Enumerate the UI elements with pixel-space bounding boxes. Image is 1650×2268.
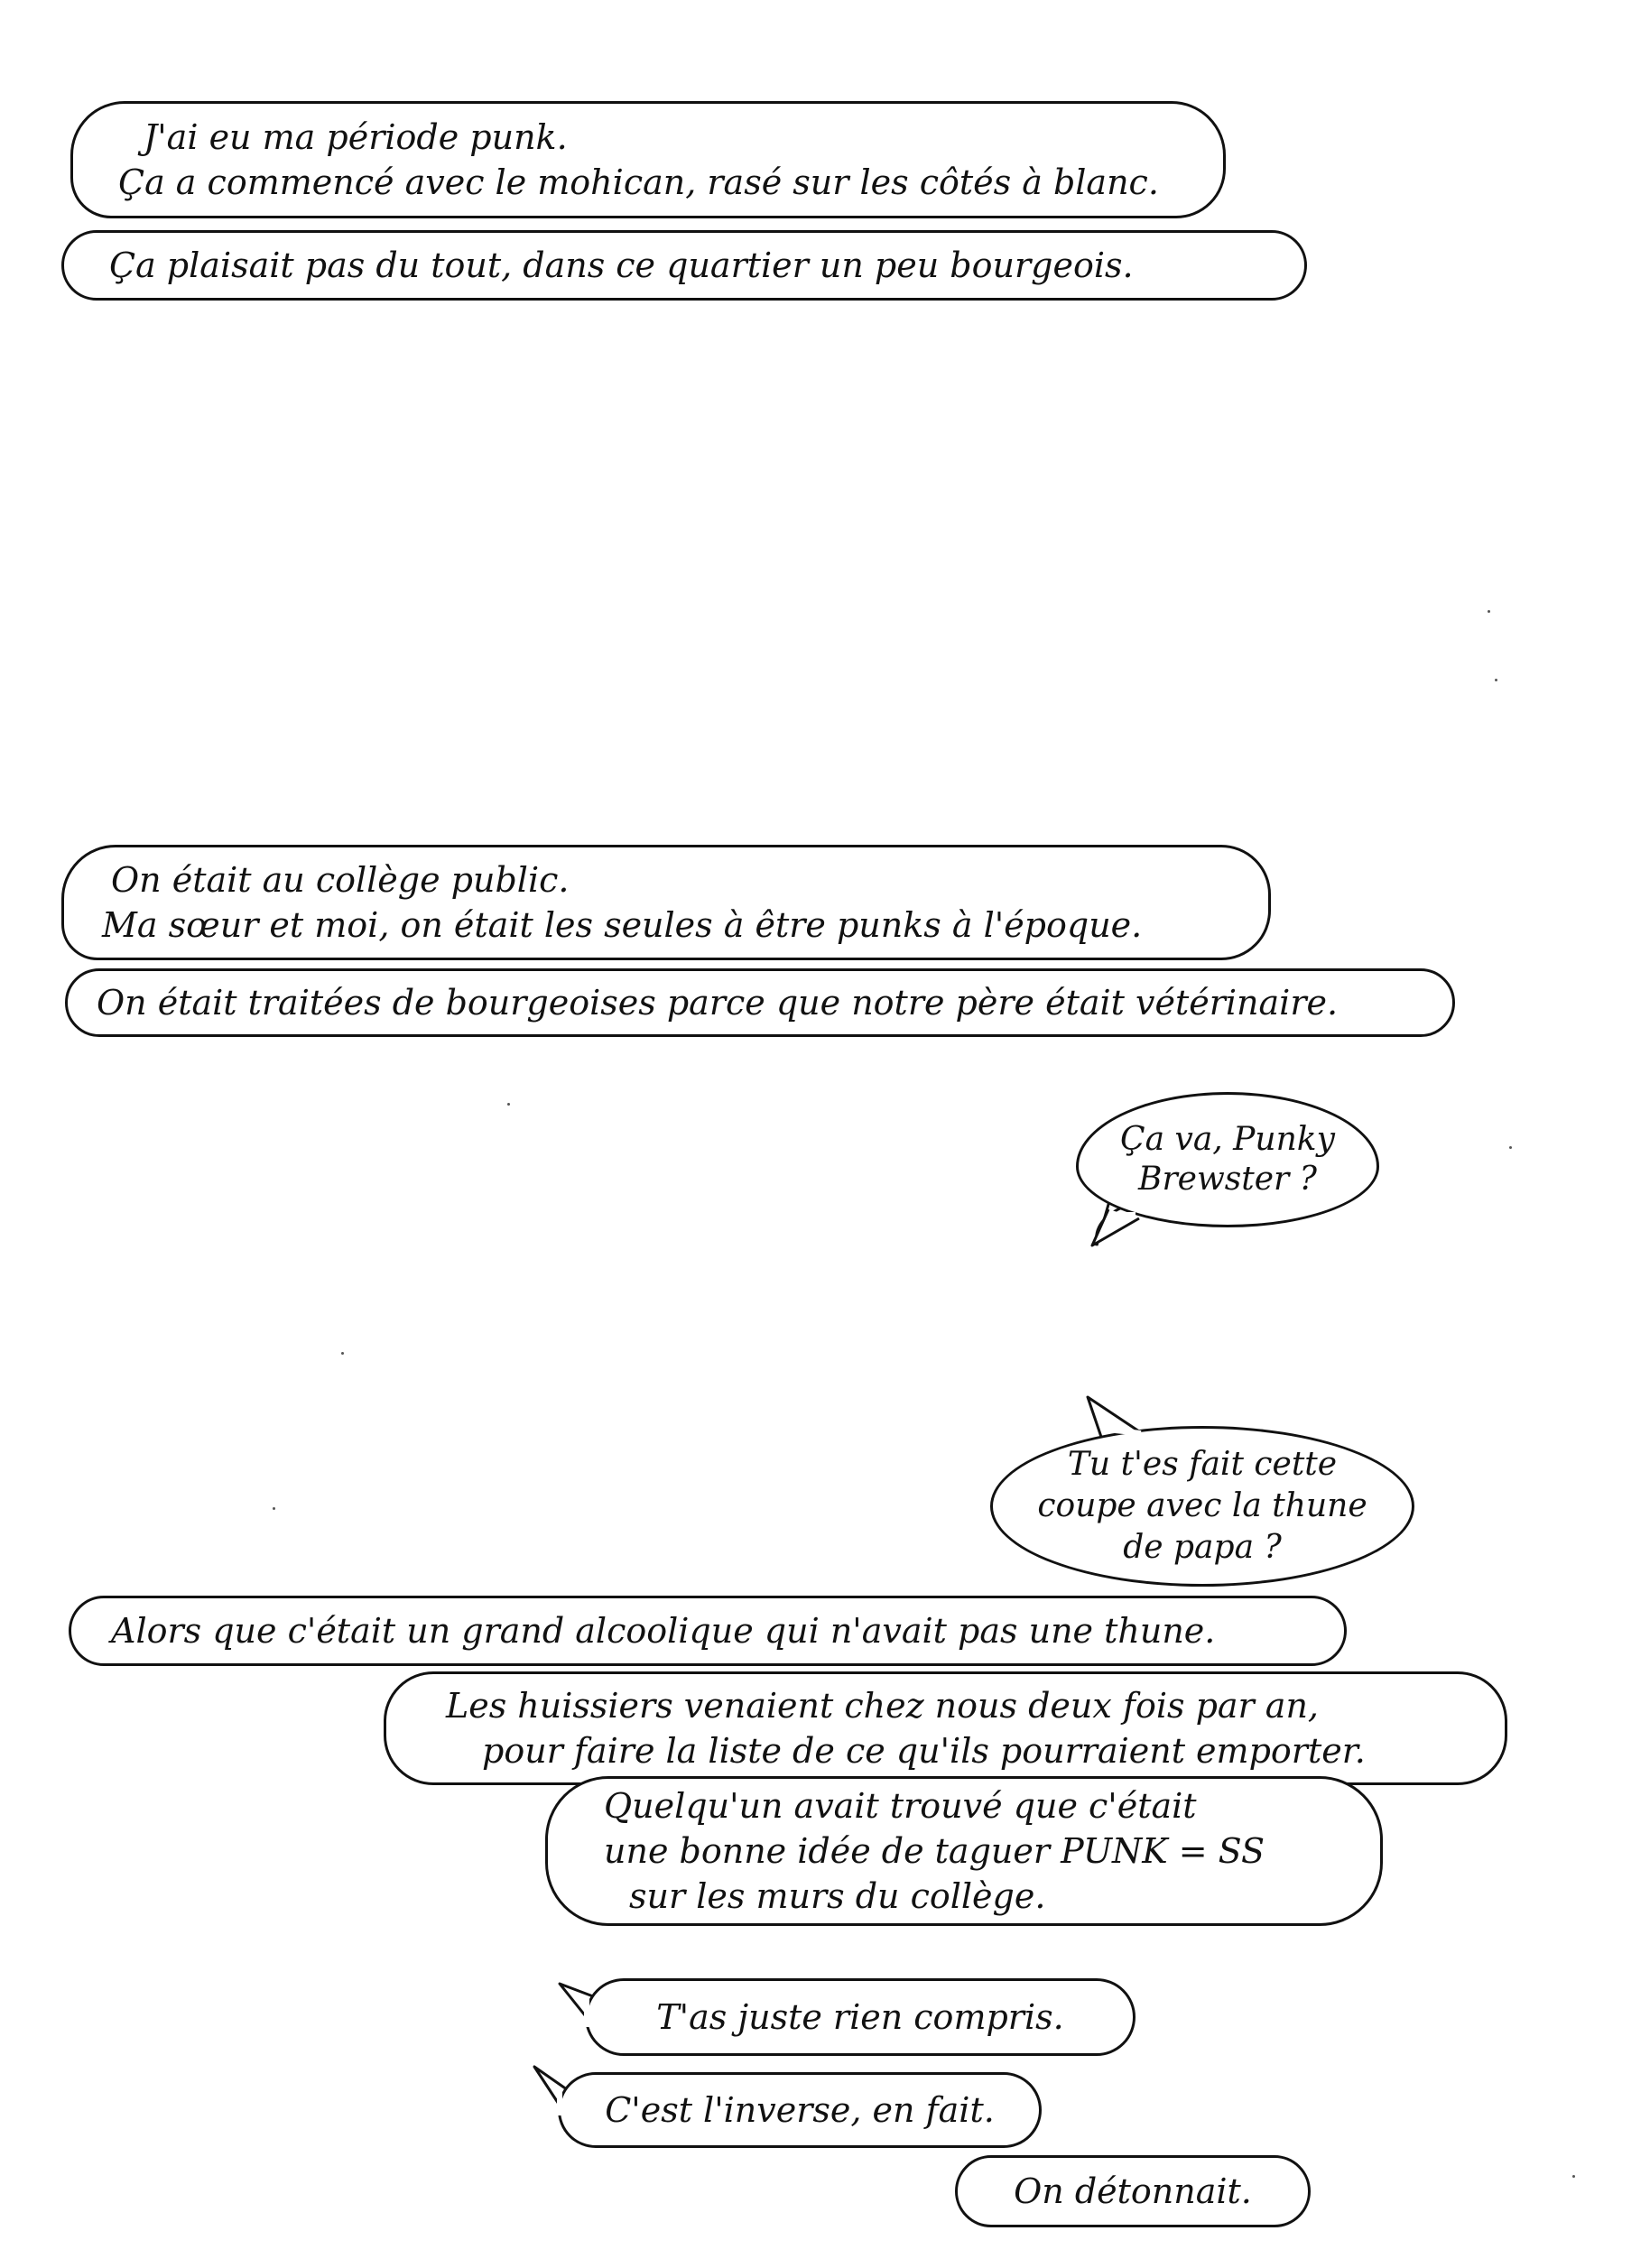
caption-treated-bourgeois xyxy=(65,968,1455,1037)
speech-line: C'est l'inverse, en fait. xyxy=(605,2090,995,2130)
caption-line: Les huissiers venaient chez nous deux fois par an, xyxy=(446,1686,1319,1726)
caption-line: pour faire la liste de ce qu'ils pourraient emporter. xyxy=(482,1731,1366,1771)
caption-line: Alors que c'était un grand alcoolique qui n'avait pas une thune. xyxy=(111,1611,1216,1651)
speech-line: Ça va, Punky xyxy=(1120,1121,1335,1158)
paper-speck xyxy=(1495,679,1497,681)
caption-line: On était au collège public. xyxy=(111,860,570,900)
caption-line: Ma sœur et moi, on était les seules à être punks à l'époque. xyxy=(102,905,1143,945)
speech-punky-brewster xyxy=(1076,1092,1379,1227)
paper-speck xyxy=(1572,2175,1575,2178)
caption-public-college xyxy=(61,845,1271,960)
caption-bailiffs xyxy=(384,1671,1507,1785)
speech-detonnait xyxy=(955,2155,1311,2227)
caption-line: Quelqu'un avait trouvé que c'était xyxy=(604,1786,1197,1826)
speech-line: de papa ? xyxy=(1123,1529,1282,1566)
paper-speck xyxy=(507,1103,510,1106)
speech-line: coupe avec la thune xyxy=(1037,1487,1367,1524)
speech-line: Brewster ? xyxy=(1138,1161,1317,1198)
caption-punk-ss-tag xyxy=(545,1776,1383,1926)
speech-line: Tu t'es fait cette xyxy=(1067,1446,1338,1483)
paper-speck xyxy=(1509,1146,1512,1149)
paper-speck xyxy=(341,1352,344,1355)
paper-speck xyxy=(273,1507,275,1510)
caption-line: On était traitées de bourgeoises parce que notre père était vétérinaire. xyxy=(97,983,1339,1023)
caption-line: une bonne idée de taguer PUNK = SS xyxy=(604,1831,1265,1871)
speech-line: T'as juste rien compris. xyxy=(656,1997,1064,2037)
speech-coupe-thune xyxy=(990,1426,1414,1587)
caption-line: sur les murs du collège. xyxy=(629,1876,1046,1916)
speech-rien-compris xyxy=(585,1978,1136,2056)
caption-line: Ça a commencé avec le mohican, rasé sur les côtés à blanc. xyxy=(118,162,1159,202)
caption-alcoholic-father xyxy=(69,1596,1347,1666)
speech-line: On détonnait. xyxy=(1014,2171,1252,2211)
speech-inverse xyxy=(558,2072,1042,2148)
paper-speck xyxy=(1488,610,1490,613)
caption-line: J'ai eu ma période punk. xyxy=(144,117,568,157)
caption-bourgeois-neighborhood xyxy=(61,230,1307,301)
caption-line: Ça plaisait pas du tout, dans ce quartier un peu bourgeois. xyxy=(109,245,1134,285)
caption-period-punk xyxy=(70,101,1226,218)
